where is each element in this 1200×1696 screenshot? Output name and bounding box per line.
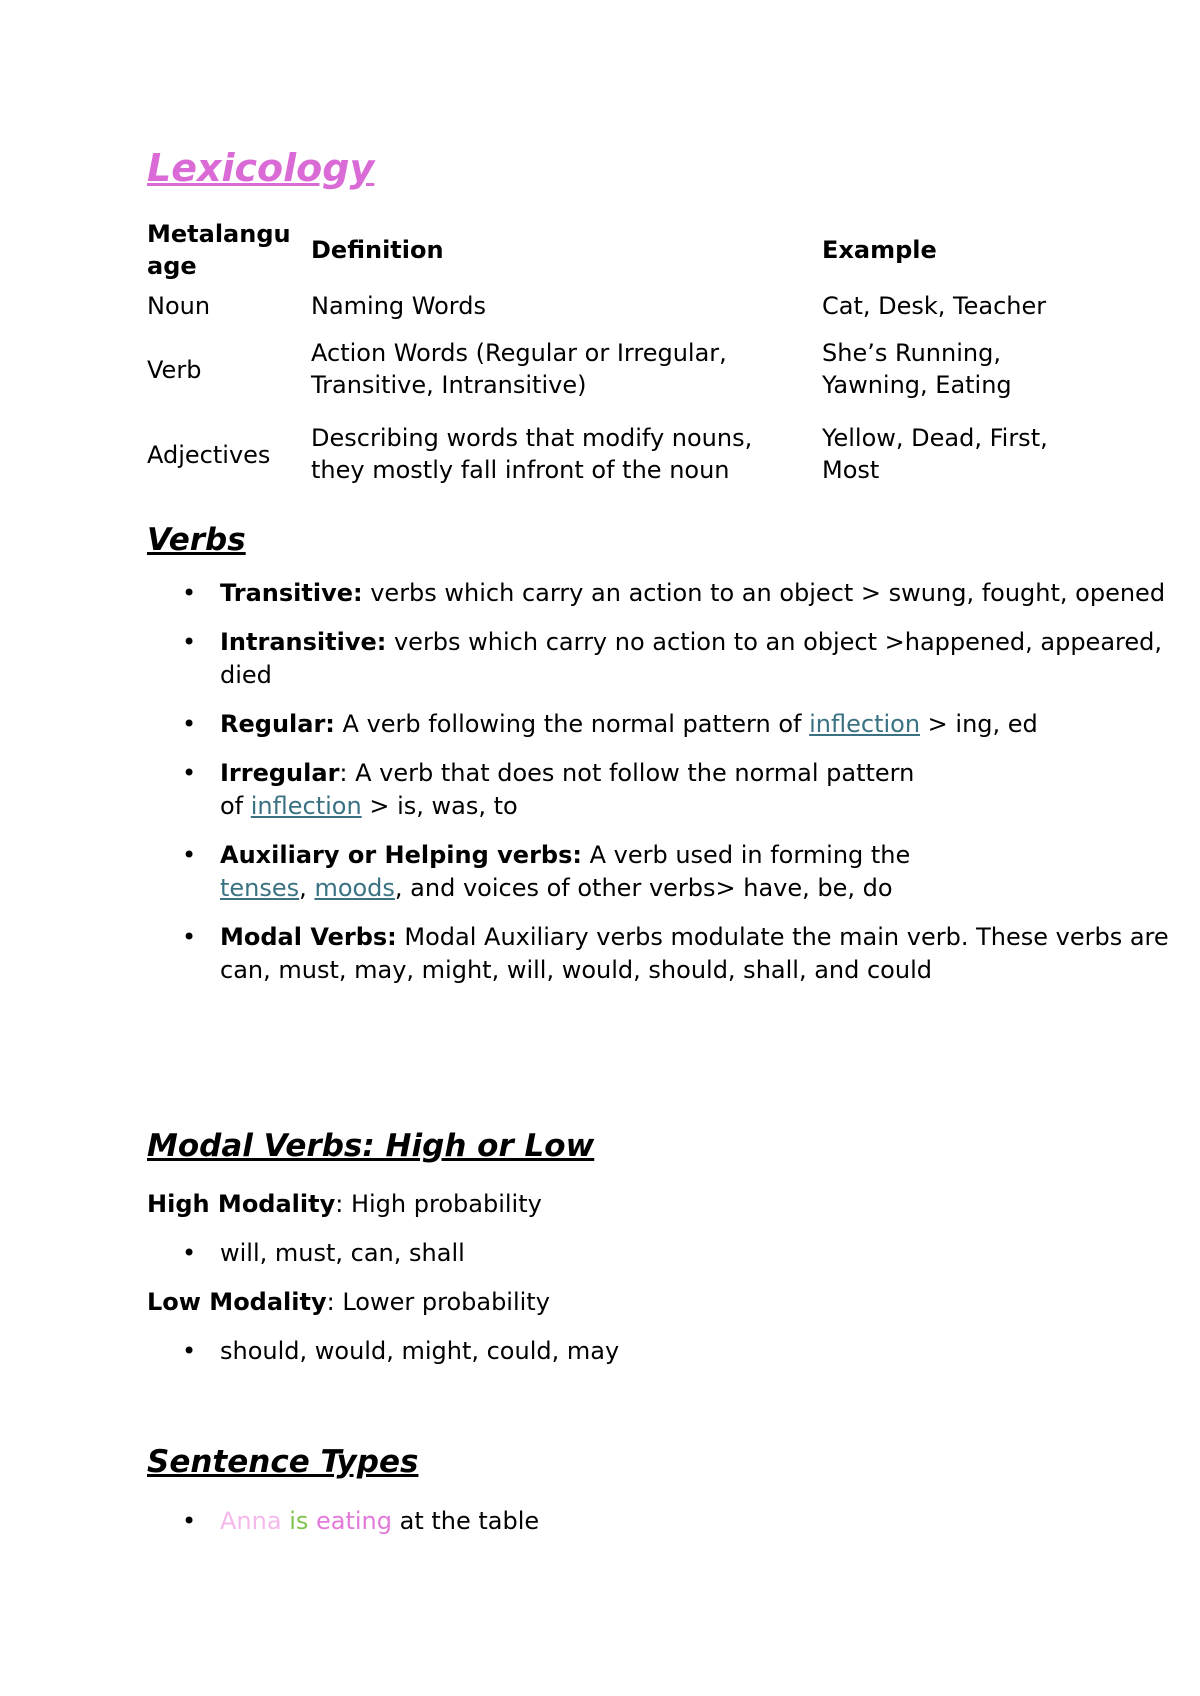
list-item <box>147 577 1200 610</box>
inflection-link[interactable]: inflection <box>250 792 362 820</box>
verbs-list <box>147 577 1200 987</box>
high-modality-line <box>147 1188 542 1221</box>
item-text: A verb following the normal pattern of <box>334 710 810 738</box>
item-text: , and voices of other verbs> have, be, do <box>394 874 893 902</box>
row-definition: Describing words that modify nouns, they mostly fall infront of the noun <box>311 424 753 484</box>
auxiliary-word: is <box>289 1507 309 1535</box>
low-modality-list <box>147 1335 1200 1368</box>
list-item: • will, must, can, shall <box>147 1237 1200 1270</box>
list-item <box>147 839 980 905</box>
verb-word: eating <box>316 1507 392 1535</box>
high-modality-label: High Modality <box>147 1190 336 1218</box>
low-modality-line <box>147 1286 550 1319</box>
tenses-link[interactable]: tenses <box>220 874 300 902</box>
item-label: Regular: <box>220 710 335 738</box>
item-label: Transitive: <box>220 579 363 607</box>
row-example: She’s Running, Yawning, Eating <box>822 339 1012 399</box>
item-text: , <box>299 874 315 902</box>
header-example: Example <box>822 236 937 264</box>
row-term: Verb <box>147 356 202 384</box>
item-label: Intransitive: <box>220 628 387 656</box>
item-text: > ing, ed <box>920 710 1038 738</box>
item-text: verbs which carry no action to an object >happened, appeared, died <box>220 628 1162 689</box>
low-modality-label: Low Modality <box>147 1288 327 1316</box>
item-label: Irregular <box>220 759 340 787</box>
row-term: Noun <box>147 292 211 320</box>
sentence-types-heading: Sentence Types <box>147 1444 419 1480</box>
row-definition: Action Words (Regular or Irregular, Transitive, Intransitive) <box>311 339 727 399</box>
modal-verbs-heading: Modal Verbs: High or Low <box>147 1128 595 1164</box>
page-title: Lexicology <box>147 146 375 190</box>
item-text: verbs which carry an action to an object > swung, fought, opened <box>362 579 1166 607</box>
list-item <box>147 708 1200 741</box>
subject-word: Anna <box>220 1507 282 1535</box>
item-label: Auxiliary or Helping verbs: <box>220 841 582 869</box>
row-term: Adjectives <box>147 441 271 469</box>
item-text: : A verb that does not follow the normal pattern of <box>220 759 915 820</box>
list-item <box>147 757 920 823</box>
row-example: Cat, Desk, Teacher <box>822 292 1047 320</box>
header-metalanguage: Metalangu age <box>147 220 291 280</box>
list-item <box>147 1505 1200 1538</box>
list-item <box>147 626 1200 692</box>
item-text: Modal Auxiliary verbs modulate the main verb. These verbs are can, must, may, might, will, would, should, shall, and could <box>220 923 1169 984</box>
item-text: A verb used in forming the <box>581 841 911 869</box>
row-example: Yellow, Dead, First, Most <box>822 424 1048 484</box>
moods-link[interactable]: moods <box>314 874 395 902</box>
row-definition: Naming Words <box>311 292 486 320</box>
item-label: Modal Verbs: <box>220 923 397 951</box>
header-definition: Definition <box>311 236 444 264</box>
high-modality-text: : High probability <box>335 1190 542 1218</box>
sentence-types-list <box>147 1505 1200 1538</box>
inflection-link[interactable]: inflection <box>809 710 921 738</box>
verbs-heading: Verbs <box>147 522 246 558</box>
list-item: • should, would, might, could, may <box>147 1335 1200 1368</box>
sentence-rest: at the table <box>392 1507 540 1535</box>
low-modality-text: : Lower probability <box>326 1288 550 1316</box>
high-modality-list <box>147 1237 1200 1270</box>
list-item <box>147 921 1200 987</box>
item-text: > is, was, to <box>361 792 518 820</box>
